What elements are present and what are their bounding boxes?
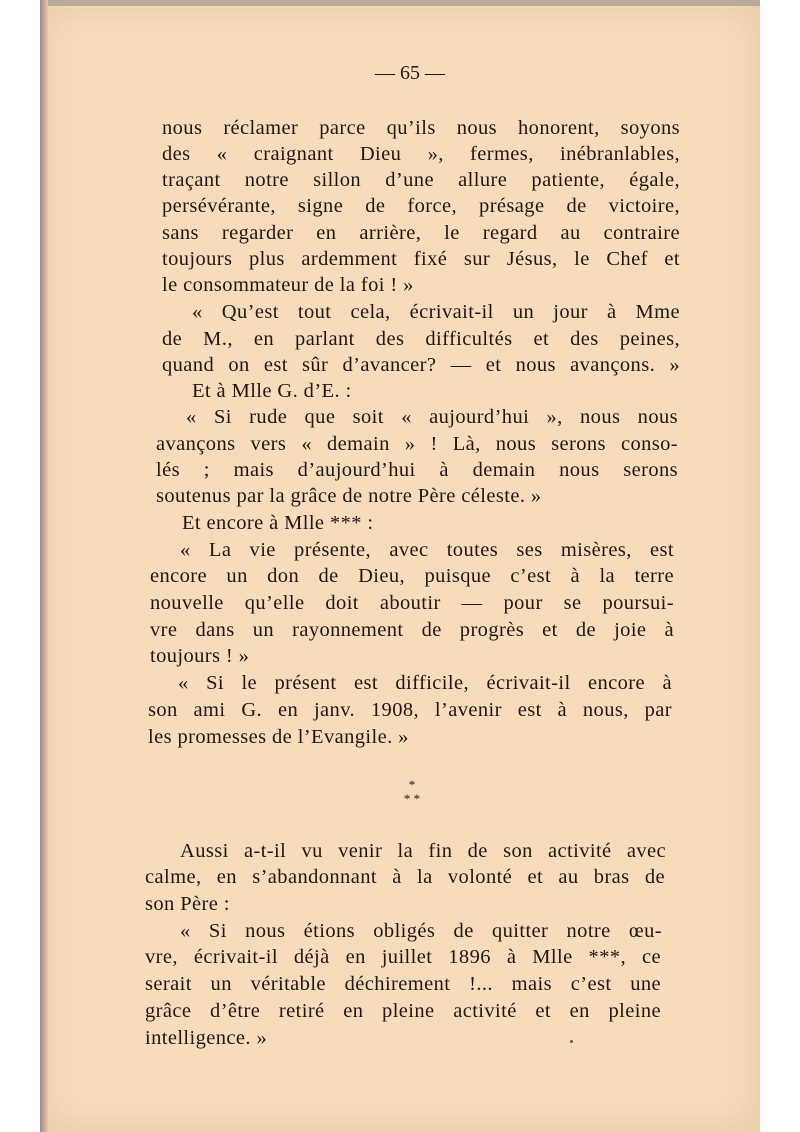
text-line: vre dans un rayonnement de progrès et de joie à	[150, 619, 674, 641]
text-line: encore un don de Dieu, puisque c’est à la terre	[150, 565, 674, 587]
text-line: « Si le présent est difficile, écrivait-il encore à	[178, 672, 672, 694]
text-line: « La vie présente, avec toutes ses misères, est	[180, 539, 674, 561]
text-line: intelligence. »	[145, 1027, 268, 1049]
text-line: nouvelle qu’elle doit aboutir — pour se poursui-	[150, 592, 674, 614]
text-line: persévérante, signe de force, présage de victoire,	[162, 195, 680, 217]
page-binding-edge	[40, 0, 48, 1132]
page-top-edge	[40, 0, 760, 6]
text-line: toujours ! »	[150, 645, 250, 667]
text-line: sans regarder en arrière, le regard au contraire	[162, 222, 680, 244]
text-line: les promesses de l’Evangile. »	[148, 726, 409, 748]
text-line: Et encore à Mlle *** :	[182, 512, 374, 534]
separator-glyphs: * * *	[403, 777, 421, 806]
text-line: son Père :	[145, 893, 230, 915]
text-line: lés ; mais d’aujourd’hui à demain nous serons	[156, 459, 678, 481]
text-line: traçant notre sillon d’une allure patiente, égale,	[162, 169, 680, 191]
text-line: grâce d’être retiré en pleine activité et en pleine	[145, 1000, 661, 1022]
text-line: Aussi a-t-il vu venir la fin de son activité avec	[180, 840, 666, 862]
text-line: son ami G. en janv. 1908, l’avenir est à nous, par	[148, 699, 672, 721]
text-line: toujours plus ardemment fixé sur Jésus, le Chef et	[162, 248, 680, 270]
text-line: le consommateur de la foi ! »	[162, 274, 414, 296]
text-line: « Si nous étions obligés de quitter notre œu-	[180, 920, 662, 942]
section-separator	[392, 778, 432, 808]
paper-speck	[570, 1040, 573, 1043]
text-line: « Qu’est tout cela, écrivait-il un jour à Mme	[192, 301, 680, 323]
text-line: quand on est sûr d’avancer? — et nous avançons. »	[162, 354, 680, 376]
text-line: calme, en s’abandonnant à la volonté et au bras de	[145, 866, 665, 888]
text-line: avançons vers « demain » ! Là, nous serons conso-	[156, 433, 678, 455]
text-line: de M., en parlant des difficultés et des peines,	[162, 328, 680, 350]
text-line: soutenus par la grâce de notre Père céleste. »	[156, 485, 542, 507]
text-line: des « craignant Dieu », fermes, inébranlables,	[162, 143, 680, 165]
text-line: serait un véritable déchirement !... mais c’est une	[145, 973, 661, 995]
page-number: — 65 —	[375, 62, 445, 84]
text-line: « Si rude que soit « aujourd’hui », nous nous	[186, 406, 678, 428]
text-line: nous réclamer parce qu’ils nous honorent, soyons	[162, 117, 680, 139]
text-line: Et à Mlle G. d’E. :	[192, 380, 352, 402]
text-line: vre, écrivait-il déjà en juillet 1896 à Mlle ***, ce	[145, 946, 661, 968]
